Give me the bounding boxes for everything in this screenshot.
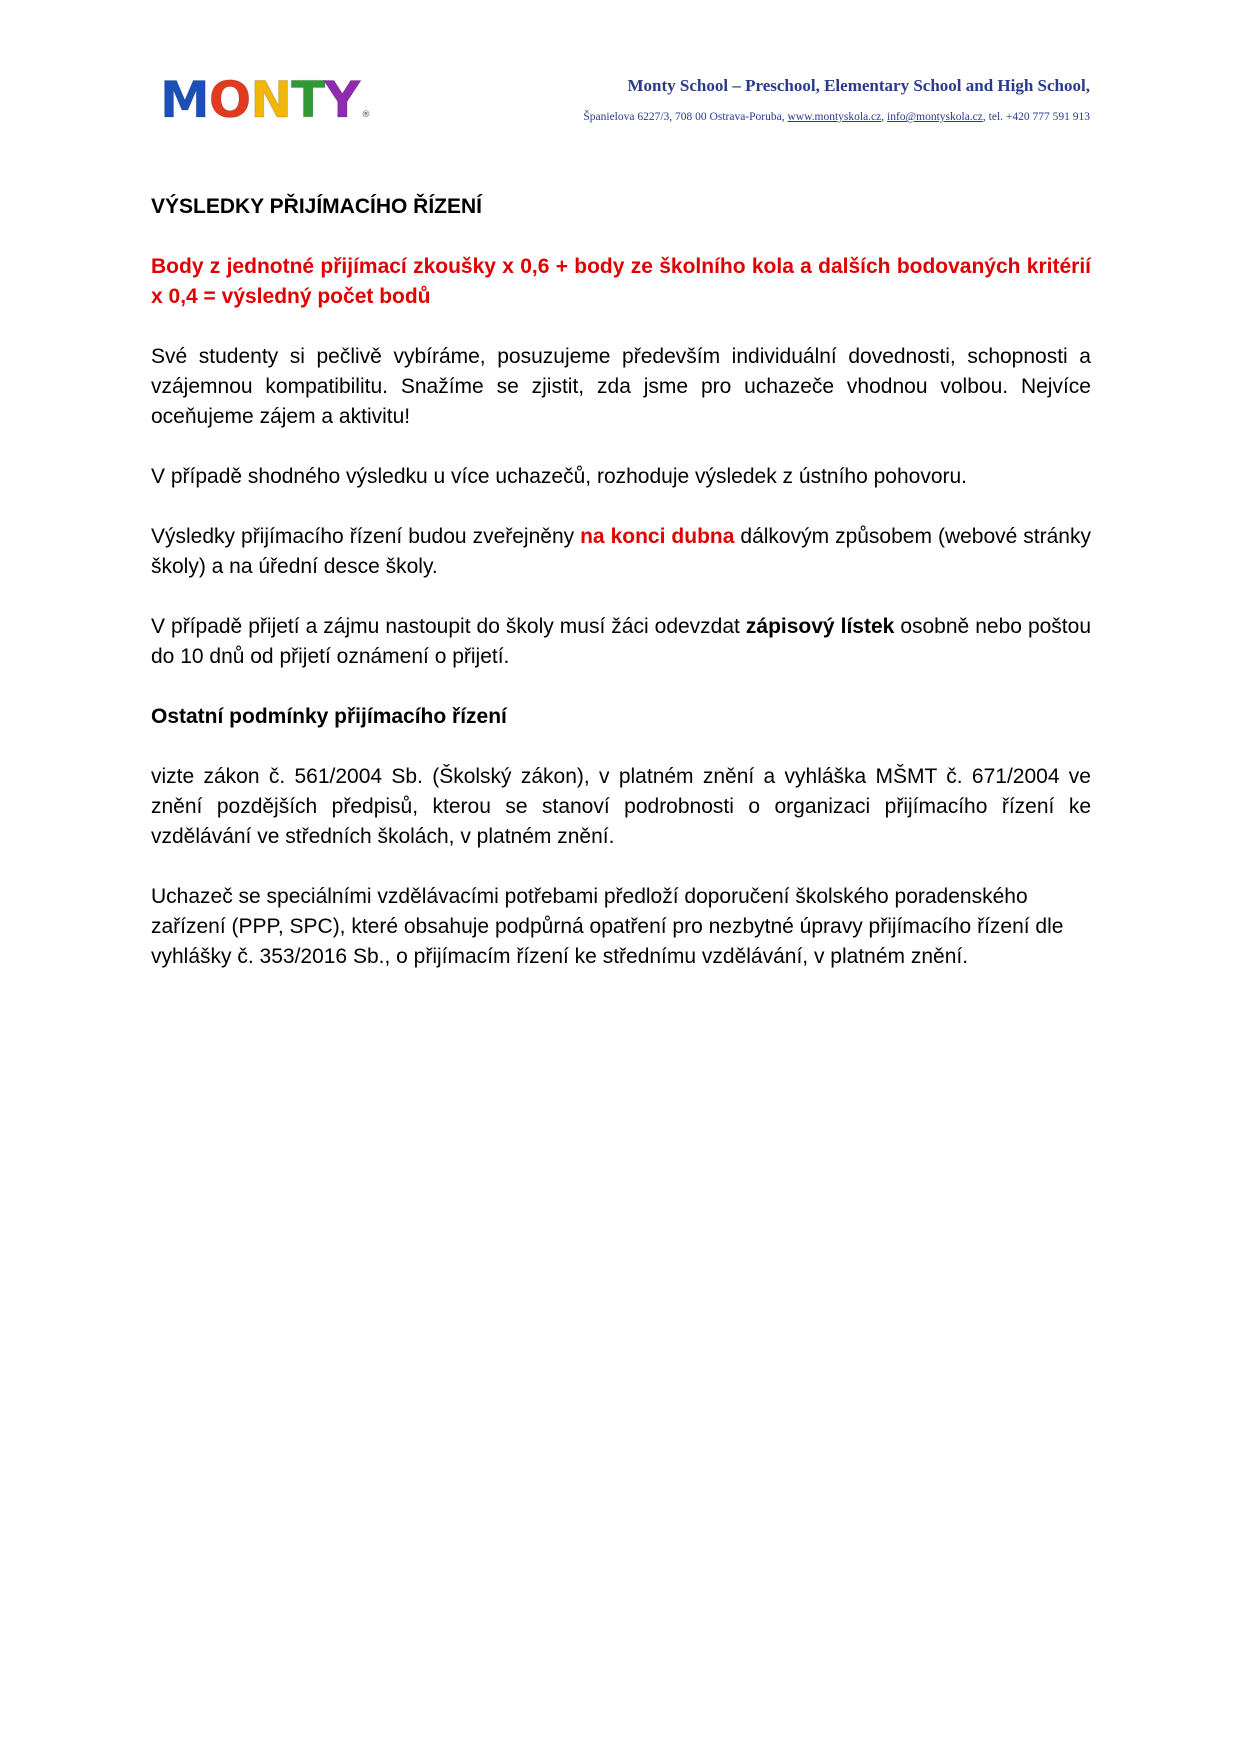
- paragraph-special-needs-line2: zařízení (PPP, SPC), které obsahuje podpůrná opatření pro nezbytné úpravy přijímacího řízení dle: [151, 915, 1064, 938]
- points-formula: Body z jednotné přijímací zkoušky x 0,6 + body ze školního kola a dalších bodovaných kritérií x 0,4 = výsledný počet bodů: [151, 255, 1091, 308]
- school-address: Španielova 6227/3, 708 00 Ostrava-Poruba,: [583, 111, 785, 123]
- results-text-start: Výsledky přijímacího řízení budou zveřejněny: [151, 525, 581, 548]
- results-text-end: dálkovým způsobem (webové stránky školy) a na úřední desce školy.: [151, 525, 1091, 578]
- paragraph-selection: Své studenty si pečlivě vybíráme, posuzujeme především individuální dovednosti, schopnosti a vzájemnou kompatibilitu. Snažíme se zjistit, zda jsme pro uchazeče vhodnou volbou. Nejvíce oceňujeme zájem a aktivitu!: [151, 345, 1091, 428]
- school-phone: , tel. +420 777 591 913: [982, 111, 1090, 123]
- monty-logo: [160, 71, 371, 129]
- section-heading-other-conditions: Ostatní podmínky přijímacího řízení: [151, 705, 507, 728]
- school-web-link[interactable]: www.montyskola.cz: [787, 111, 882, 123]
- school-contact: Španielova 6227/3, 708 00 Ostrava-Poruba, www.montyskola.cz, info@montyskola.cz, tel. +420 777 591 913: [583, 111, 1090, 123]
- paragraph-tie-break: V případě shodného výsledku u více uchazečů, rozhoduje výsledek z ústního pohovoru.: [151, 465, 968, 488]
- logo-letter-n: N: [250, 71, 292, 129]
- logo-letter-m: M: [160, 71, 209, 129]
- registered-mark: ®: [361, 110, 371, 120]
- paragraph-special-needs-line3: vyhlášky č. 353/2016 Sb., o přijímacím řízení ke střednímu vzdělávání, v platném znění.: [151, 945, 969, 968]
- paragraph-special-needs-line1: Uchazeč se speciálními vzdělávacími potřebami předloží doporučení školského poradenského: [151, 885, 1028, 908]
- enrollment-text-end: osobně nebo poštou do 10 dnů od přijetí oznámení o přijetí.: [151, 615, 1091, 668]
- logo-letter-t: T: [291, 71, 325, 129]
- paragraph-enrollment: [151, 612, 1091, 672]
- enrollment-form-term: zápisový lístek: [745, 615, 895, 638]
- school-email-link[interactable]: info@montyskola.cz: [887, 111, 983, 123]
- results-date-highlight: na konci dubna: [580, 525, 735, 548]
- document-body: [151, 192, 1091, 972]
- enrollment-text-start: V případě přijetí a zájmu nastoupit do školy musí žáci odevzdat: [151, 615, 746, 638]
- paragraph-legislation: vizte zákon č. 561/2004 Sb. (Školský zákon), v platném znění a vyhláška MŠMT č. 671/2004 ve znění pozdějších předpisů, kterou se stanoví podrobnosti o organizaci přijímacího řízení ke vzdělávání ve středních školách, v platném znění.: [151, 765, 1091, 848]
- logo-letter-o: O: [208, 71, 251, 129]
- document-title: VÝSLEDKY PŘIJÍMACÍHO ŘÍZENÍ: [151, 195, 482, 218]
- logo-letter-y: Y: [324, 71, 360, 129]
- school-name: Monty School – Preschool, Elementary School and High School,: [627, 76, 1090, 95]
- paragraph-results: [151, 522, 1091, 582]
